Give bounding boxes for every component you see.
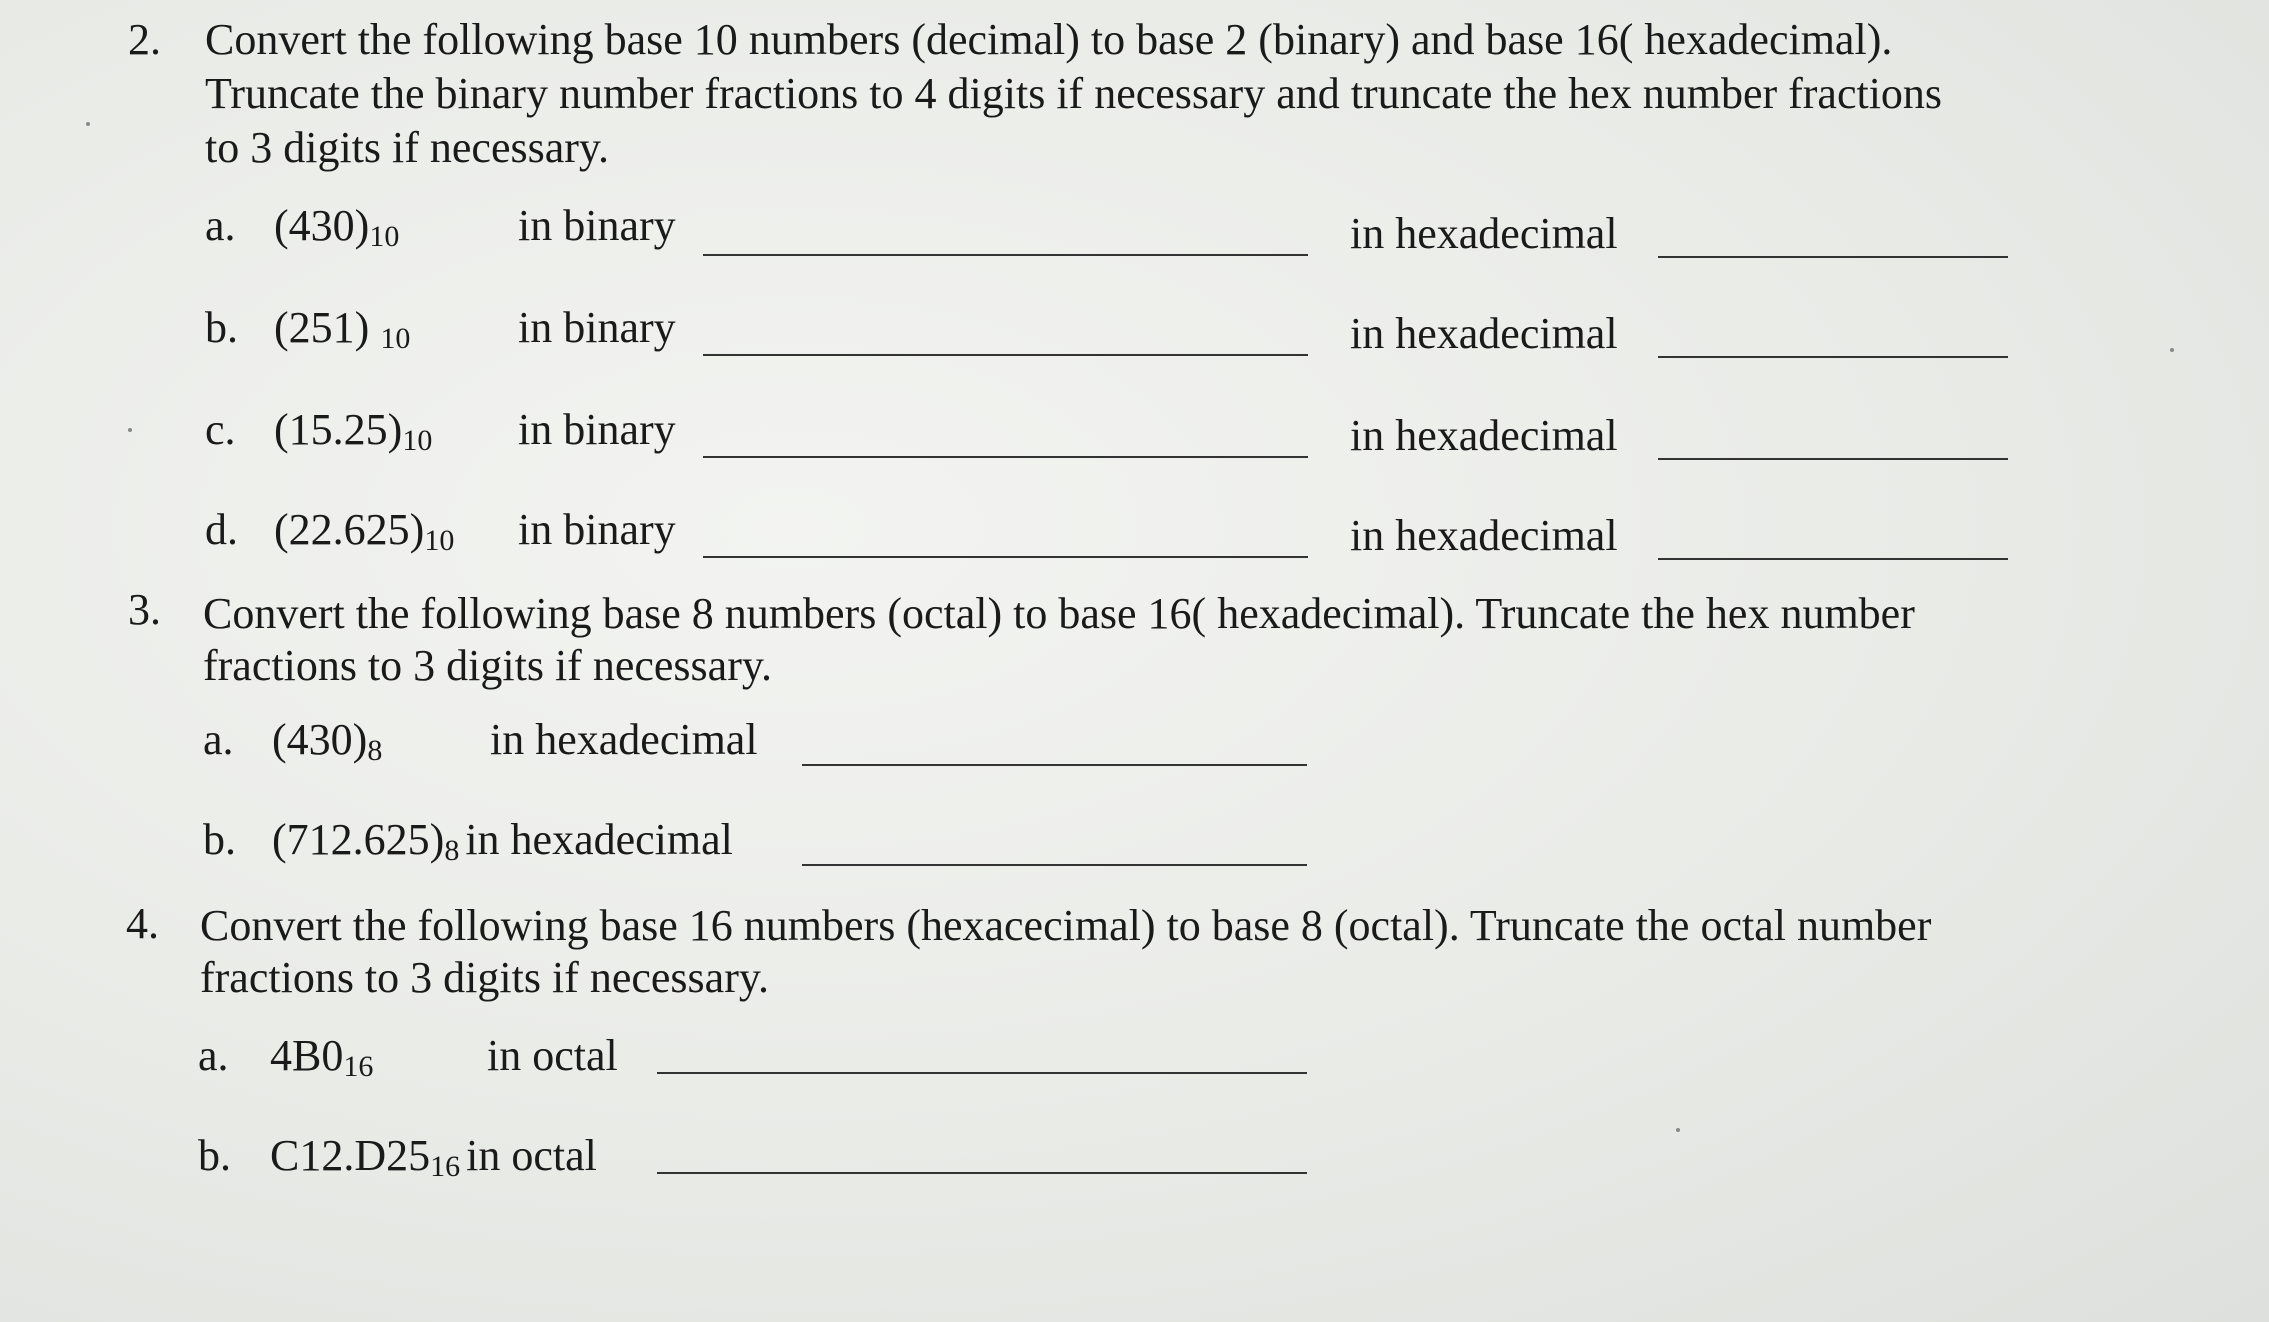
q4b-value: $C12.D25_{16}$ in octal (270, 1131, 597, 1183)
page-speck (2170, 348, 2174, 352)
q2c-binary-answer-blank[interactable] (703, 456, 1308, 458)
page-speck (1676, 1128, 1680, 1132)
q3a-hex-label: in hexadecimal (490, 715, 758, 764)
q3a-hex-answer-blank[interactable] (802, 764, 1307, 766)
q3a-value: $(430)_8$ (272, 715, 383, 767)
q2d-hex-label: in hexadecimal (1350, 511, 1618, 560)
q2-prompt-line-2: Truncate the binary number fractions to 4 digits if necessary and truncate the hex number fractions (205, 69, 1943, 118)
q3b-hex-label: in hexadecimal (465, 815, 733, 864)
q2b-binary-answer-blank[interactable] (703, 354, 1308, 356)
q2c-letter: c. (205, 405, 236, 454)
q4a-octal-answer-blank[interactable] (657, 1072, 1307, 1074)
q2-prompt-line-3: to 3 digits if necessary. (205, 123, 610, 172)
q2d-hex-answer-blank[interactable] (1658, 558, 2008, 560)
q3-prompt-line-1: Convert the following base 8 numbers (octal) to base 16( hexadecimal). Truncate the hex number (203, 589, 1915, 638)
q2d-binary-label: in binary (518, 505, 676, 554)
q2a-hex-label: in hexadecimal (1350, 209, 1618, 258)
q2a-binary-label: in binary (518, 201, 676, 250)
q2c-hex-answer-blank[interactable] (1658, 458, 2008, 460)
q4a-letter: a. (198, 1031, 229, 1080)
q2a-binary-answer-blank[interactable] (703, 254, 1308, 256)
q2a-hex-answer-blank[interactable] (1658, 256, 2008, 258)
page-speck (86, 122, 90, 126)
q4a-octal-label: in octal (487, 1031, 618, 1080)
q2b-letter: b. (205, 303, 238, 352)
q3b-hex-answer-blank[interactable] (802, 864, 1307, 866)
q2a-letter: a. (205, 201, 236, 250)
page-speck (128, 428, 132, 432)
q3b-letter: b. (203, 815, 236, 864)
q4-number: 4. (126, 899, 159, 948)
q2c-hex-label: in hexadecimal (1350, 411, 1618, 460)
q2c-binary-label: in binary (518, 405, 676, 454)
q2d-letter: d. (205, 505, 238, 554)
q2c-value: $(15.25)_{10}$ (274, 405, 433, 457)
q4b-octal-answer-blank[interactable] (657, 1172, 1307, 1174)
q4b-letter: b. (198, 1131, 231, 1180)
q4-prompt-line-2: fractions to 3 digits if necessary. (200, 953, 769, 1002)
q2b-value: (251) $_{10}$ (274, 303, 411, 355)
q4a-value: $4B0_{16}$ (270, 1031, 374, 1083)
q4b-octal-label: in octal (466, 1131, 597, 1180)
q2a-value: $(430)_{10}$ (274, 201, 400, 253)
q2-prompt-line-1: Convert the following base 10 numbers (decimal) to base 2 (binary) and base 16( hexadecimal). (205, 15, 1893, 64)
q3-prompt-line-2: fractions to 3 digits if necessary. (203, 641, 772, 690)
q2b-hex-label: in hexadecimal (1350, 309, 1618, 358)
q2-number: 2. (128, 15, 161, 64)
q2b-hex-answer-blank[interactable] (1658, 356, 2008, 358)
q4-prompt-line-1: Convert the following base 16 numbers (hexacecimal) to base 8 (octal). Truncate the octal number (200, 901, 1932, 950)
q2d-binary-answer-blank[interactable] (703, 556, 1308, 558)
q3-number: 3. (128, 585, 161, 634)
q3a-letter: a. (203, 715, 234, 764)
q2d-value: $(22.625)_{10}$ (274, 505, 455, 557)
q2b-binary-label: in binary (518, 303, 676, 352)
q3b-value: $(712.625)_8$ in hexadecimal (272, 815, 733, 867)
